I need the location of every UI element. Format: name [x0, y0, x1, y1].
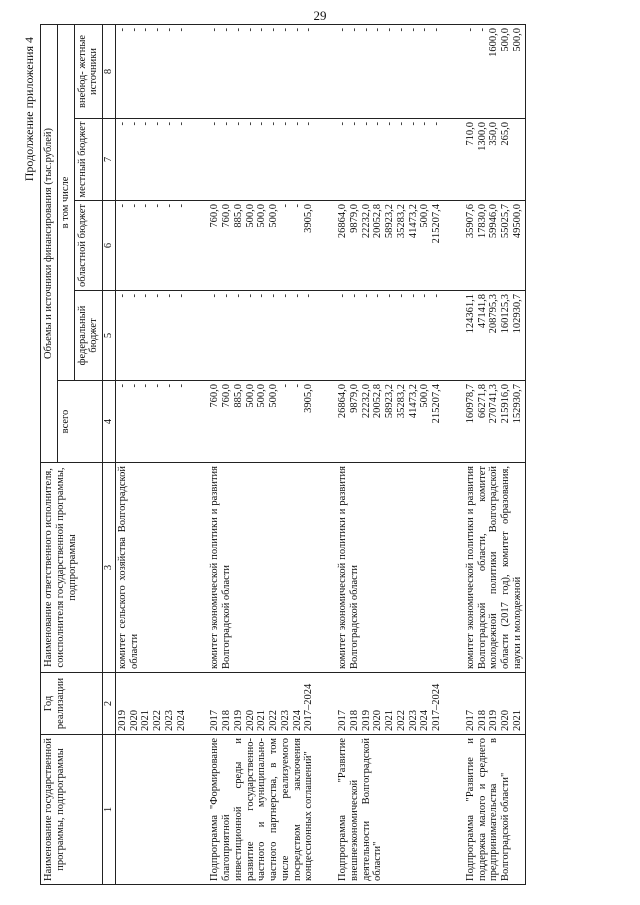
regional-values-value: 35907,6 — [464, 204, 476, 239]
extra-values-value: - — [209, 27, 221, 32]
federal-values-value: - — [209, 294, 221, 298]
regional-values — [464, 201, 525, 291]
year-list-value: 2018 — [476, 710, 488, 731]
federal-values-value: - — [279, 294, 291, 298]
year-list-value: 2020 — [372, 710, 384, 731]
year-list-value: 2017 — [209, 710, 221, 731]
local-values-value: - — [140, 122, 152, 126]
total-values-value: 41473,2 — [407, 384, 419, 419]
spacer-cell — [188, 463, 208, 673]
extra-values-value: 1600,0 — [488, 27, 500, 57]
total-values-value: 26864,0 — [337, 384, 348, 419]
local-values-value: - — [221, 122, 232, 126]
table-row — [336, 24, 444, 884]
extra-values-value: - — [244, 27, 256, 32]
federal-values — [464, 291, 525, 381]
federal-values-value: - — [407, 294, 419, 298]
spacer-cell — [316, 291, 336, 381]
header-program: Наименование государственной программы, подпрограммы — [41, 735, 103, 885]
year-list-value: 2022 — [395, 710, 407, 731]
spacer-cell — [444, 381, 464, 463]
total-values-value: 9879,0 — [348, 384, 360, 413]
total-values-value: 270741,3 — [488, 384, 500, 424]
extra-values-value: - — [175, 27, 187, 32]
program-name: Подпрограмма "Развитие внешнеэкономической деятельности Волгоградской области" — [336, 735, 444, 885]
local-values-value: - — [384, 122, 395, 126]
spacer-cell — [316, 119, 336, 201]
extra-values — [208, 24, 316, 118]
column-number: 8 — [103, 24, 116, 118]
year-list-value: 2024 — [175, 710, 187, 731]
regional-values-value: 26864,0 — [337, 204, 348, 239]
header-executor: Наименование ответственного исполнителя, соисполнителя государственной программы, подпрограммы — [41, 463, 103, 673]
federal-values-value: - — [163, 294, 175, 298]
year-list-value: 2019 — [116, 710, 128, 731]
total-values — [336, 381, 444, 463]
total-values-value: - — [279, 384, 291, 388]
extra-values-value: - — [419, 27, 431, 32]
federal-values-value: - — [337, 294, 348, 298]
spacer-cell — [316, 24, 336, 118]
federal-values-value: 102930,7 — [511, 294, 523, 334]
local-values-value: - — [128, 122, 140, 126]
extra-values-value: - — [163, 27, 175, 32]
local-values-value: - — [163, 122, 175, 126]
local-values-value: - — [152, 122, 163, 126]
local-values-value: 710,0 — [464, 122, 476, 146]
local-values-value: 265,0 — [500, 122, 511, 146]
regional-values-value: 215207,4 — [431, 204, 442, 244]
federal-values-value: - — [372, 294, 384, 298]
header-year: Год реализации — [41, 673, 103, 735]
federal-values-value: - — [175, 294, 187, 298]
executor-name: комитет сельского хозяйства Волгоградской области — [115, 463, 188, 673]
total-values-value: - — [152, 384, 163, 388]
table-row — [115, 24, 188, 884]
year-list-value: 2024 — [419, 710, 431, 731]
extra-values-value: - — [279, 27, 291, 32]
extra-values — [115, 24, 188, 118]
total-values-value: - — [163, 384, 175, 388]
spacer-cell — [444, 735, 464, 885]
regional-values-value: - — [163, 204, 175, 208]
total-values-value: 22232,0 — [360, 384, 372, 419]
year-list-value: 2020 — [500, 710, 511, 731]
spacer-cell — [444, 119, 464, 201]
total-values-value: - — [128, 384, 140, 388]
extra-values-value: - — [348, 27, 360, 32]
spacer-cell — [444, 24, 464, 118]
program-name — [115, 735, 188, 885]
table-row — [464, 24, 525, 884]
local-values — [115, 119, 188, 201]
total-values-value: 885,0 — [232, 384, 244, 408]
total-values-value: 215207,4 — [431, 384, 442, 424]
federal-values-value: - — [348, 294, 360, 298]
spacer-cell — [444, 463, 464, 673]
local-values-value — [512, 122, 524, 197]
local-values-value: - — [116, 122, 128, 126]
total-values-value: 58923,2 — [384, 384, 395, 419]
total-values-value: 160978,7 — [464, 384, 476, 424]
year-list-value: 2023 — [163, 710, 175, 731]
year-list-value: 2022 — [152, 710, 163, 731]
extra-values-value: - — [431, 27, 442, 32]
federal-values-value: - — [244, 294, 256, 298]
extra-values-value: - — [360, 27, 372, 32]
regional-values-value: - — [116, 204, 128, 208]
year-list-value: 2020 — [128, 710, 140, 731]
year-list-value: 2023 — [279, 710, 291, 731]
header-extra: внебюд- жетные источники — [74, 24, 103, 118]
federal-values-value: - — [384, 294, 395, 298]
spacer-cell — [188, 201, 208, 291]
spacer-cell — [316, 201, 336, 291]
federal-values-value: 208795,3 — [488, 294, 500, 334]
spacer-cell — [316, 673, 336, 735]
local-values — [464, 119, 525, 201]
regional-values-value: 49500,0 — [511, 204, 523, 239]
regional-values-value: 22232,0 — [360, 204, 372, 239]
federal-values-value: - — [116, 294, 128, 298]
federal-values-value: - — [360, 294, 372, 298]
total-values-value: 152930,7 — [511, 384, 523, 424]
regional-values-value: 500,0 — [419, 204, 431, 228]
regional-values-value: 885,0 — [232, 204, 244, 228]
year-list — [464, 673, 525, 735]
total-values-value: - — [291, 384, 303, 388]
regional-values-value: - — [140, 204, 152, 208]
year-list-value: 2019 — [488, 710, 500, 731]
total-values-value: - — [116, 384, 128, 388]
total-values-value: 20052,8 — [372, 384, 384, 419]
local-values-value: - — [291, 122, 303, 126]
rotated-document — [20, 25, 620, 885]
executor-name: комитет экономической политики и развития Волгоградской области — [336, 463, 444, 673]
extra-values-value: - — [232, 27, 244, 32]
total-values-value: 66271,8 — [476, 384, 488, 419]
spacer-cell — [444, 201, 464, 291]
extra-values — [336, 24, 444, 118]
total-values-value: 500,0 — [244, 384, 256, 408]
regional-values-value: 500,0 — [268, 204, 279, 228]
extra-values-value: - — [152, 27, 163, 32]
local-values-value: - — [431, 122, 442, 126]
local-values-value: - — [360, 122, 372, 126]
header-regional: областной бюджет — [74, 201, 103, 291]
year-list-value: 2020 — [244, 710, 256, 731]
extra-values-value: - — [116, 27, 128, 32]
spacer-cell — [188, 673, 208, 735]
year-list-value: 2021 — [384, 710, 395, 731]
spacer-cell — [188, 119, 208, 201]
extra-values-value: - — [303, 27, 315, 32]
header-including: в том числе — [57, 24, 74, 380]
spacer-cell — [188, 735, 208, 885]
column-number: 1 — [103, 735, 116, 885]
year-list-value: 2019 — [232, 710, 244, 731]
year-list-value: 2024 — [291, 710, 303, 731]
federal-values-value: - — [431, 294, 442, 298]
regional-values-value: 55025,7 — [500, 204, 511, 239]
year-list-value: 2021 — [511, 710, 523, 731]
program-name: Подпрограмма "Развитие и поддержка малого и среднего предпринимательства в Волгоградской области" — [464, 735, 525, 885]
year-list-value: 2018 — [221, 710, 232, 731]
local-values-value: 1300,0 — [476, 122, 488, 151]
column-number: 4 — [103, 381, 116, 463]
federal-values — [208, 291, 316, 381]
spacer-cell — [188, 291, 208, 381]
executor-name: комитет экономической политики и развития Волгоградской области, комитет молодежной политики Волгоградской области (2017 год), комитет образования, науки и молодежной — [464, 463, 525, 673]
local-values — [336, 119, 444, 201]
extra-values-value: - — [464, 27, 476, 32]
column-number: 5 — [103, 291, 116, 381]
extra-values-value: 500,0 — [511, 27, 523, 52]
regional-values-value: - — [175, 204, 187, 208]
regional-values — [208, 201, 316, 291]
federal-values — [336, 291, 444, 381]
regional-values — [336, 201, 444, 291]
column-numbers-row — [103, 24, 116, 884]
federal-values-value: 160125,3 — [500, 294, 511, 334]
spacer-cell — [316, 463, 336, 673]
total-values-value: 500,0 — [419, 384, 431, 408]
extra-values-value: 500,0 — [500, 27, 511, 52]
year-list-value: 2023 — [407, 710, 419, 731]
extra-values-value: - — [372, 27, 384, 32]
local-values-value: - — [175, 122, 187, 126]
federal-values-value: - — [152, 294, 163, 298]
row-spacer — [316, 24, 336, 884]
regional-values-value: 9879,0 — [348, 204, 360, 233]
header-local: местный бюджет — [74, 119, 103, 201]
regional-values-value: 35283,2 — [395, 204, 407, 239]
local-values-value: - — [279, 122, 291, 126]
year-list-value: 2021 — [140, 710, 152, 731]
extra-values-value: - — [128, 27, 140, 32]
page-number: 29 — [313, 8, 327, 23]
regional-values-value: 41473,2 — [407, 204, 419, 239]
regional-values-value: - — [291, 204, 303, 208]
spacer-cell — [188, 381, 208, 463]
federal-values-value: - — [303, 294, 315, 298]
local-values-value: - — [209, 122, 221, 126]
regional-values-value: - — [128, 204, 140, 208]
total-values-value: - — [175, 384, 187, 388]
local-values-value: - — [407, 122, 419, 126]
federal-values-value: - — [291, 294, 303, 298]
federal-values-value: 47141,8 — [476, 294, 488, 329]
total-values-value: 500,0 — [268, 384, 279, 408]
year-list-value: 2017–2024 — [303, 683, 315, 731]
spacer-cell — [316, 381, 336, 463]
total-values-value: - — [140, 384, 152, 388]
header-total: всего — [57, 381, 102, 463]
total-values-value: 500,0 — [256, 384, 268, 408]
local-values-value: - — [232, 122, 244, 126]
federal-values-value: - — [419, 294, 431, 298]
program-name: Подпрограмма "Формирование благоприятной инвестиционной среды и развитие государственно-частного и муниципально-частного партнерства, в том числе реализуемого посредством заключения концессионных соглашений" — [208, 735, 316, 885]
federal-values-value: 124361,1 — [464, 294, 476, 334]
year-list-value: 2022 — [268, 710, 279, 731]
extra-values-value: - — [291, 27, 303, 32]
regional-values-value: 500,0 — [244, 204, 256, 228]
row-spacer — [188, 24, 208, 884]
extra-values-value: - — [337, 27, 348, 32]
header-federal: федеральный бюджет — [74, 291, 103, 381]
extra-values-value: - — [221, 27, 232, 32]
year-list-value: 2021 — [256, 710, 268, 731]
federal-values-value: - — [395, 294, 407, 298]
extra-values — [464, 24, 525, 118]
federal-values — [115, 291, 188, 381]
extra-values-value: - — [476, 27, 488, 32]
regional-values — [115, 201, 188, 291]
local-values-value: - — [372, 122, 384, 126]
year-list — [115, 673, 188, 735]
federal-values-value: - — [268, 294, 279, 298]
year-list-value: 2017–2024 — [431, 683, 442, 731]
extra-values-value: - — [268, 27, 279, 32]
extra-values-value: - — [140, 27, 152, 32]
local-values-value: - — [337, 122, 348, 126]
header-funding: Объемы и источники финансирования (тыс.рублей) — [41, 24, 58, 462]
total-values — [208, 381, 316, 463]
federal-values-value: - — [256, 294, 268, 298]
column-number: 2 — [103, 673, 116, 735]
regional-values-value: 500,0 — [256, 204, 268, 228]
total-values-value: 760,0 — [221, 384, 232, 408]
local-values-value: - — [244, 122, 256, 126]
year-list-value: 2019 — [360, 710, 372, 731]
column-number: 3 — [103, 463, 116, 673]
total-values-value: 215916,0 — [500, 384, 511, 424]
funding-table — [40, 24, 526, 885]
total-values-value: 35283,2 — [395, 384, 407, 419]
regional-values-value: 760,0 — [209, 204, 221, 228]
local-values-value: - — [268, 122, 279, 126]
table-row — [208, 24, 316, 884]
row-spacer — [444, 24, 464, 884]
local-values — [208, 119, 316, 201]
extra-values-value: - — [256, 27, 268, 32]
year-list-value: 2017 — [464, 710, 476, 731]
extra-values-value: - — [407, 27, 419, 32]
year-list-value: 2018 — [348, 710, 360, 731]
total-values-value: 3905,0 — [303, 384, 315, 413]
spacer-cell — [444, 291, 464, 381]
regional-values-value: 17830,0 — [476, 204, 488, 239]
spacer-cell — [444, 673, 464, 735]
local-values-value: - — [256, 122, 268, 126]
federal-values-value: - — [140, 294, 152, 298]
column-number: 7 — [103, 119, 116, 201]
total-values — [464, 381, 525, 463]
regional-values-value: 760,0 — [221, 204, 232, 228]
total-values-value: 760,0 — [209, 384, 221, 408]
federal-values-value: - — [221, 294, 232, 298]
regional-values-value: 3905,0 — [303, 204, 315, 233]
local-values-value: - — [348, 122, 360, 126]
federal-values-value: - — [128, 294, 140, 298]
column-number: 6 — [103, 201, 116, 291]
regional-values-value: 59946,0 — [488, 204, 500, 239]
local-values-value: - — [419, 122, 431, 126]
extra-values-value: - — [384, 27, 395, 32]
spacer-cell — [316, 735, 336, 885]
local-values-value: - — [395, 122, 407, 126]
year-list — [336, 673, 444, 735]
regional-values-value: 58923,2 — [384, 204, 395, 239]
regional-values-value: - — [279, 204, 291, 208]
year-list — [208, 673, 316, 735]
federal-values-value: - — [232, 294, 244, 298]
continuation-label: Продолжение приложения 4 — [22, 37, 36, 182]
regional-values-value: 20052,8 — [372, 204, 384, 239]
regional-values-value: - — [152, 204, 163, 208]
extra-values-value: - — [395, 27, 407, 32]
total-values — [115, 381, 188, 463]
local-values-value: 350,0 — [488, 122, 500, 146]
spacer-cell — [188, 24, 208, 118]
local-values-value: - — [303, 122, 315, 126]
executor-name: комитет экономической политики и развития Волгоградской области — [208, 463, 316, 673]
year-list-value: 2017 — [337, 710, 348, 731]
